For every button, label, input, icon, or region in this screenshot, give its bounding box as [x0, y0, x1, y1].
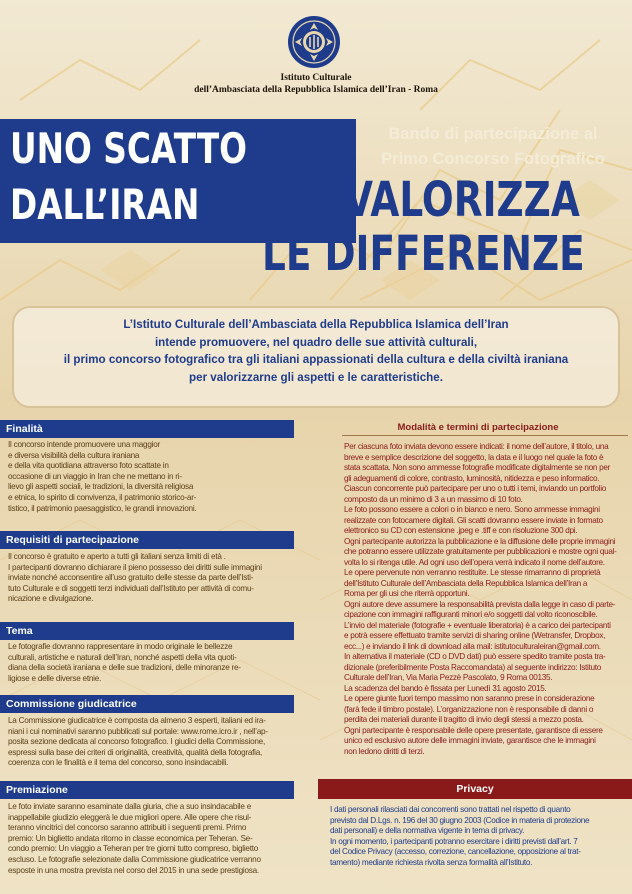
text-line: dizionale (preferibilmente Posta Raccomandata) al seguente indirizzo: Istituto — [344, 662, 601, 672]
bando-line1: Bando di partecipazione al — [388, 125, 598, 143]
text-line: inviate nonché acconsentire all’uso gratuito delle stesse da parte dell’Isti- — [8, 573, 254, 583]
text-line: Le fotografie dovranno rappresentare in modo originale le bellezze — [8, 642, 233, 651]
intro-box — [12, 306, 620, 408]
text-line: escluso. Le fotografie selezionate dalla Commissione giudicatrice verranno — [8, 854, 261, 864]
text-line: volta lo si ritenga utile. Ad ogni uso dell’opera verrà indicato il nome dell’autore. — [344, 557, 605, 567]
intro-line3: il primo concorso fotografico tra gli italiani appassionati della cultura e della civiltà iraniana — [63, 353, 569, 366]
text-line: occasione di un viaggio in Iran che ne mettano in ri- — [8, 471, 182, 481]
text-line: realizzate con fotocamere digitali. Gli scatti dovranno essere inviate in formato — [344, 515, 603, 525]
section-text-commissione — [8, 716, 288, 769]
text-line: nicazione e divulgazione. — [8, 594, 94, 604]
text-line: (farà fede il timbro postale). L’organizzazione non è responsabile di danni o — [344, 704, 594, 714]
text-line: niani i cui nominativi saranno pubblicati sul portale: www.rome.icro.ir , nell’ap- — [8, 726, 268, 736]
text-line: espressi sulla base dei criteri di originalità, creatività, qualità della fotografia, — [8, 747, 263, 757]
text-line: Le opere giunte fuori tempo massimo non saranno prese in considerazione — [344, 694, 595, 703]
text-line: stata scattata. Non sono ammesse fotografie modificate digitalmente se non per — [344, 463, 611, 472]
text-line: composto da un minimo di 3 a un massimo di 10 foto. — [344, 494, 523, 504]
text-line: del Codice Privacy (accesso, correzione, cancellazione, opposizione al trat- — [330, 847, 581, 857]
institute-name — [0, 72, 632, 96]
section-heading-premiazione: Premiazione — [0, 781, 294, 799]
text-line: perdita dei materiali durante il tragitto di invio degli stessi a mezzo posta. — [344, 715, 584, 724]
text-line: Per ciascuna foto inviata devono essere indicati: il nome dell’autore, il titolo, una — [344, 442, 609, 451]
text-line: e etnica, lo spirito di convivenza, il patrimonio storico-ar- — [8, 492, 197, 502]
bando-heading — [368, 122, 618, 172]
text-line: e della vita quotidiana attraverso foto scattate in — [8, 461, 169, 471]
text-line: Ciascun concorrente può partecipare per uno o tutti i temi, inviando un portfolio — [344, 484, 606, 493]
text-line: Roma per gli usi che riterrà opportuni. — [344, 589, 470, 598]
slogan-line2: LE DIFFERENZE — [262, 226, 585, 282]
section-text-finalita — [8, 440, 288, 514]
text-line: dell’Istituto Culturale dell’Ambasciata della Repubblica Islamica dell’Iran a — [344, 578, 588, 588]
text-line: Ogni partecipante autorizza la pubblicazione e la diffusione delle proprie immagini — [344, 536, 616, 546]
text-line: Le opere pervenute non verranno restituite. Le stesse rimarranno di proprietà — [344, 568, 601, 577]
text-line: Il concorso è gratuito e aperto a tutti gli italiani senza limiti di età . — [8, 552, 226, 561]
text-line: L’invio del materiale (fotografie + eventuale liberatoria) è a carico dei partecipanti — [344, 620, 611, 630]
text-line: e potrà essere effettuato tramite servizi di sharing online (Wetransfer, Dropbox, — [344, 631, 606, 640]
section-text-tema — [8, 642, 288, 684]
section-text-requisiti — [8, 552, 288, 605]
text-line: In alternativa il materiale (CD o DVD dati) può essere spedito tramite posta tra- — [344, 652, 606, 661]
text-line: esposte in una mostra prevista nel corso del 2015 in una sede prestigiosa. — [8, 865, 259, 875]
text-line: lievo gli aspetti sociali, le tradizioni, la diversità religiosa — [8, 482, 194, 492]
text-line: dati personali) e della normativa vigente in tema di privacy. — [330, 826, 525, 836]
text-line: gli adeguamenti di colore, contrasto, luminosità, nitidezza e peso informatico. — [344, 473, 600, 483]
section-heading-finalita: Finalità — [0, 420, 294, 438]
text-line: che potranno essere utilizzate gratuitamente per pubblicazioni e mostre ogni qual- — [344, 547, 617, 556]
text-line: Il concorso intende promuovere una maggior — [8, 440, 160, 449]
section-heading-commissione: Commissione giudicatrice — [0, 695, 294, 713]
text-line: La scadenza del bando è fissata per Lunedì 31 agosto 2015. — [344, 683, 547, 693]
text-line: non ledono diritti di terzi. — [344, 746, 425, 756]
text-line: cipazione con immagini raffiguranti minori e/o soggetti dal volto riconoscibile. — [344, 610, 598, 619]
text-line: e diversa visibilità della cultura iraniana — [8, 450, 140, 460]
intro-line1: L’Istituto Culturale dell’Ambasciata della Repubblica Islamica dell’Iran — [123, 318, 509, 331]
main-title-line2: DALL’IRAN — [10, 180, 200, 229]
privacy-heading: Privacy — [318, 779, 632, 799]
text-line: tamento) mediante richiesta rivolta senza formalità all’Istituto. — [330, 857, 533, 867]
text-line: ligiose e delle diverse etnie. — [8, 673, 102, 683]
text-line: elettronico su CD con estensione .jpeg e .tiff e con risoluzione 300 dpi. — [344, 526, 578, 535]
intro-line4: per valorizzarne gli aspetti e le caratteristiche. — [189, 370, 443, 384]
text-line: I partecipanti dovranno dichiarare il pieno possesso dei diritti sulle immagini — [8, 562, 262, 572]
text-line: Culturale dell’Iran, Via Maria Pezzè Pascolato, 9 Roma 00135. — [344, 673, 553, 682]
text-line: I dati personali rilasciati dai concorrenti sono trattati nel rispetto di quanto — [330, 805, 571, 814]
section-heading-tema: Tema — [0, 622, 294, 640]
text-line: Ogni autore deve assumere la responsabilità prevista dalla legge in caso di parte- — [344, 599, 616, 609]
main-title — [10, 121, 247, 233]
institute-name-line1: Istituto Culturale — [280, 73, 352, 83]
text-line: premio: Un biglietto andata ritorno in classe economica per Teheran. Se- — [8, 833, 253, 843]
text-line: inappellabile giudizio eleggerà le due migliori opere. Alle opere che risul- — [8, 812, 252, 822]
text-line: unico ed esclusivo autore delle immagini inviate, garantisce che le immagini — [344, 736, 596, 745]
text-line: coerenza con le finalità e il tema del concorso, sono insindacabili. — [8, 758, 229, 768]
bando-line2: Primo Concorso Fotografico — [381, 150, 605, 168]
slogan-line1: VALORIZZA — [344, 172, 580, 228]
text-line: posita sezione dedicata al concorso fotografico. I giudici della Commissione, — [8, 737, 265, 747]
institute-name-line2: dell’Ambasciata della Repubblica Islamica dell’Iran - Roma — [194, 85, 438, 95]
section-heading-requisiti: Requisiti di partecipazione — [0, 531, 294, 549]
section-text-premiazione — [8, 802, 288, 876]
institute-logo-icon — [286, 14, 342, 70]
privacy-text — [330, 805, 626, 869]
text-line: In ogni momento, i partecipanti potranno esercitare i diritti previsti dall’art. 7 — [330, 836, 578, 846]
text-line: previsto dal D.Lgs. n. 196 del 30 giugno 2003 (Codice in materia di protezione — [330, 815, 590, 825]
text-line: Le foto inviate saranno esaminate dalla giuria, che a suo insindacabile e — [8, 802, 252, 811]
text-line: teranno vincitrici del concorso saranno attribuiti i seguenti premi. Primo — [8, 823, 247, 833]
text-line: diana della società iraniana e delle sue tradizioni, delle minoranze re- — [8, 663, 241, 673]
text-line: culturali, artistiche e naturali dell’Iran, nonché aspetti della vita quoti- — [8, 652, 237, 662]
intro-line2: intende promuovere, nel quadro delle sue attività culturali, — [154, 335, 478, 349]
modalita-text — [344, 442, 630, 757]
main-title-line1: UNO SCATTO — [10, 124, 248, 173]
text-line: condo premio: Un viaggio a Teheran per tre giorni tutto compreso, biglietto — [8, 844, 259, 854]
modalita-divider — [342, 435, 628, 436]
text-line: Le foto possono essere a colori o in bianco e nero. Sono ammesse immagini — [344, 505, 600, 514]
text-line: breve e semplice descrizione del soggetto, la data e il luogo nel quale la foto è — [344, 452, 604, 462]
text-line: ecc...) e inviando il link di download alla mail: istitutoculturaleiran@gmail.com. — [344, 641, 601, 651]
text-line: tistico, il patrimonio paesaggistico, le grandi innovazioni. — [8, 503, 197, 513]
modalita-heading: Modalità e termini di partecipazione — [397, 422, 559, 433]
text-line: Ogni partecipante è responsabile delle opere presentate, garantisce di essere — [344, 725, 603, 735]
text-line: tuto Culturale e di soggetti terzi individuati dall’Istituto per attività di comu- — [8, 583, 254, 593]
text-line: La Commissione giudicatrice è composta da almeno 3 esperti, italiani ed ira- — [8, 716, 266, 725]
